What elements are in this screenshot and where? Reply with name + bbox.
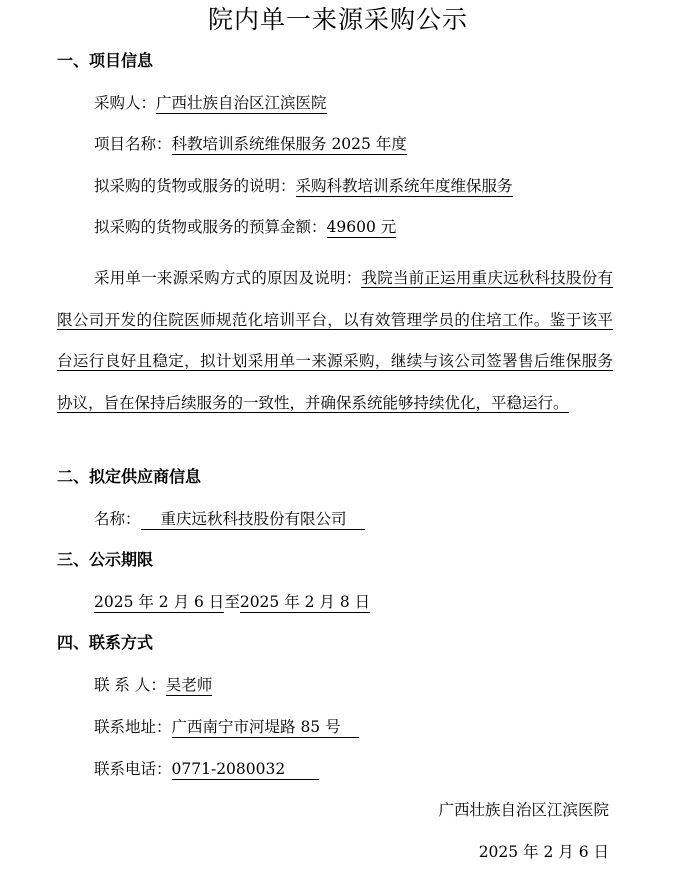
section-heading-project-info: 一、项目信息 (57, 51, 154, 70)
notice-period-line (94, 591, 370, 613)
single-source-reason-paragraph (57, 258, 613, 424)
budget-value: 49600 元 (326, 218, 397, 236)
budget-label: 拟采购的货物或服务的预算金额： (94, 218, 327, 236)
buyer-line (94, 92, 327, 114)
contact-address-label: 联系地址： (94, 718, 172, 736)
period-end-date: 2025 年 2 月 8 日 (239, 593, 371, 611)
contact-address-value: 广西南宁市河堤路 85 号 (172, 718, 359, 738)
contact-phone-label: 联系电话： (94, 760, 172, 778)
issuing-organization: 广西壮族自治区江滨医院 (438, 801, 609, 819)
supplier-name-line (94, 508, 365, 530)
reason-value: 我院当前正运用重庆远秋科技股份有限公司开发的住院医师规范化培训平台，以有效管理学员的住培工作。鉴于该平台运行良好且稳定，拟计划采用单一来源采购，继续与该公司签署售后维保服务协议，旨在保持后续服务的一致性，并确保系统能够持续优化，平稳运行。 (57, 269, 613, 412)
contact-person-value: 吴老师 (165, 676, 213, 694)
buyer-label: 采购人： (94, 94, 157, 112)
project-name-label: 项目名称： (94, 135, 172, 153)
reason-label: 采用单一来源采购方式的原因及说明： (94, 269, 362, 287)
section-heading-notice-period: 三、公示期限 (57, 550, 154, 569)
section-heading-supplier-info: 二、拟定供应商信息 (57, 467, 202, 486)
contact-person-label: 联 系 人： (94, 676, 166, 694)
goods-description-label: 拟采购的货物或服务的说明： (94, 177, 296, 195)
contact-phone-value: 0771-2080032 (172, 760, 320, 780)
section-heading-contact: 四、联系方式 (57, 633, 154, 652)
period-start-date: 2025 年 2 月 6 日 (94, 593, 225, 611)
document-title: 院内单一来源采购公示 (207, 5, 468, 34)
goods-description-value: 采购科教培训系统年度维保服务 (295, 177, 513, 195)
issue-date: 2025 年 2 月 6 日 (478, 843, 609, 861)
project-name-value: 科教培训系统维保服务 2025 年度 (171, 135, 407, 153)
supplier-name-value: 重庆远秋科技股份有限公司 (141, 510, 365, 530)
project-name-line (94, 133, 407, 155)
supplier-name-label: 名称： (94, 510, 141, 528)
contact-person-line (94, 674, 212, 696)
buyer-value: 广西壮族自治区江滨医院 (156, 94, 327, 112)
period-to: 至 (224, 593, 240, 611)
contact-address-line (94, 716, 359, 738)
contact-phone-line (94, 758, 319, 780)
budget-line (94, 216, 396, 238)
goods-description-line (94, 175, 513, 197)
